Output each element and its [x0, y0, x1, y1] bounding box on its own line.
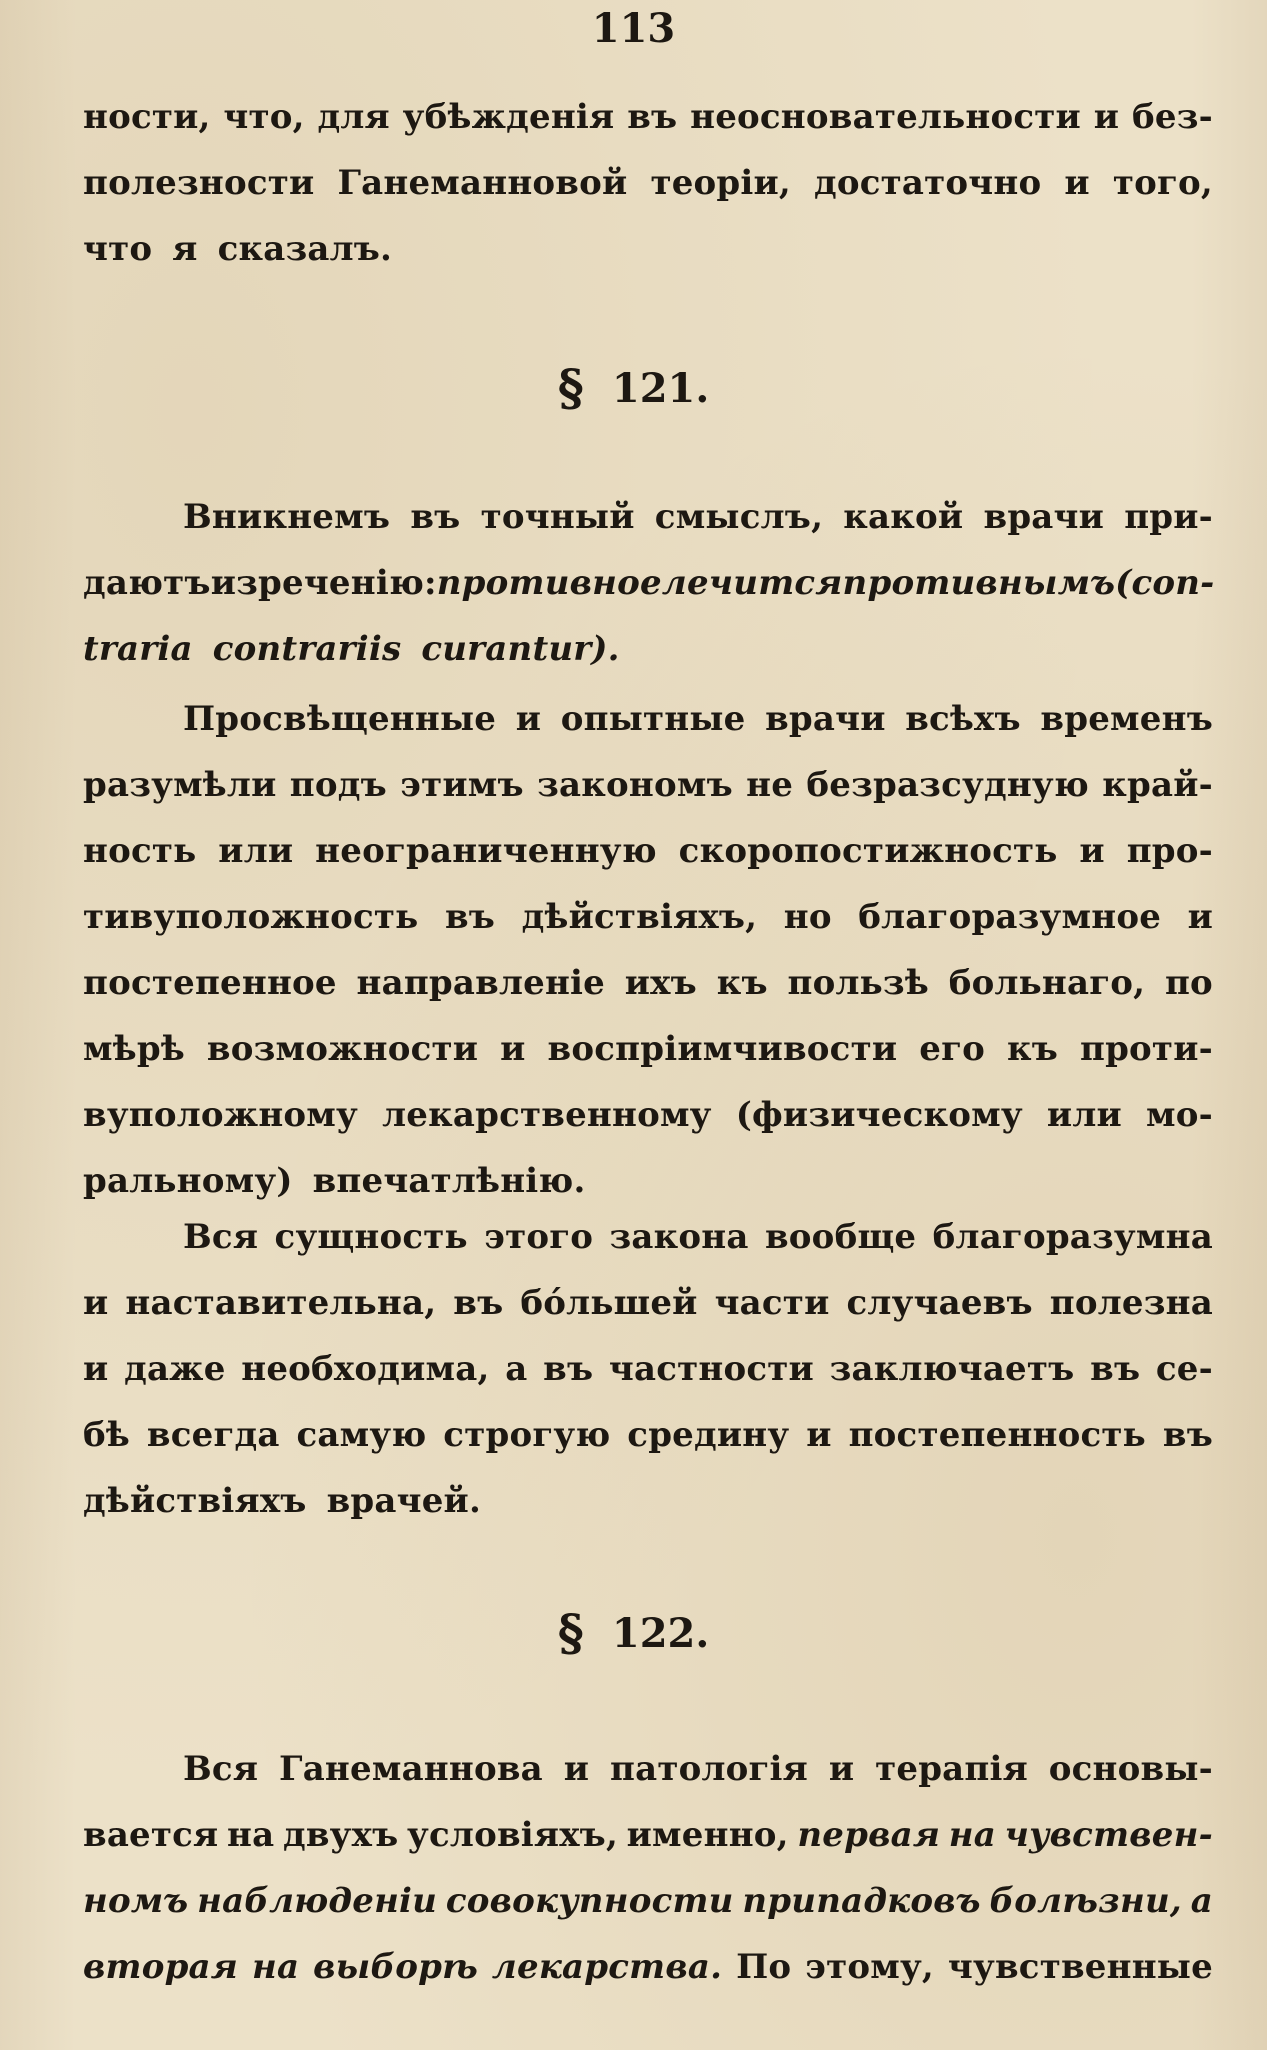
word: въ: [444, 897, 496, 937]
word: смыслъ,: [654, 497, 824, 537]
word: и: [1093, 97, 1120, 137]
section-number: 121.: [611, 365, 710, 412]
page-number: 113: [591, 5, 676, 52]
word: двухъ: [282, 1815, 399, 1855]
word: вторая: [83, 1947, 239, 1987]
word: припадковъ: [742, 1881, 981, 1921]
word: вообще: [764, 1217, 917, 1257]
word: про-: [1126, 831, 1213, 871]
word: скоропостижность: [678, 831, 1058, 871]
word: даютъ: [83, 563, 211, 603]
word: частности: [608, 1349, 814, 1389]
word: всегда: [146, 1415, 280, 1455]
paragraph: [83, 84, 1213, 282]
word: и: [1064, 163, 1090, 203]
word: сказалъ.: [217, 229, 393, 269]
word: даже: [124, 1349, 226, 1389]
word: врачи: [765, 699, 886, 739]
text-line: [83, 752, 1213, 818]
word: на: [948, 1815, 996, 1855]
text-line: [83, 484, 1213, 550]
text-line: [83, 150, 1213, 216]
word: постепенное: [83, 963, 337, 1003]
section-sign: §: [557, 1603, 584, 1662]
word: и: [806, 1415, 832, 1455]
word: именно,: [626, 1815, 789, 1855]
paragraph: [83, 686, 1213, 1214]
word: но: [783, 897, 832, 937]
word: Вся: [183, 1749, 259, 1789]
word: болѣзни,: [989, 1881, 1182, 1921]
word: того,: [1112, 163, 1213, 203]
word: совокупности: [445, 1881, 734, 1921]
word: точный: [480, 497, 635, 537]
text-line: [83, 1934, 1213, 2000]
word: этимъ: [400, 765, 524, 805]
word: се-: [1155, 1349, 1213, 1389]
paragraph: [83, 1204, 1213, 1534]
word: самую: [296, 1415, 427, 1455]
text-line: [83, 1204, 1213, 1270]
section-number: 122.: [611, 1610, 710, 1657]
word: вуположному: [83, 1095, 358, 1135]
word: выборѣ: [313, 1947, 478, 1987]
word: По: [736, 1947, 792, 1987]
word: къ: [1006, 1029, 1059, 1069]
paragraph: [83, 1736, 1213, 2000]
word: достаточно: [814, 163, 1042, 203]
word: полезности: [83, 163, 315, 203]
word: сущность: [274, 1217, 468, 1257]
word: наблюденіи: [197, 1881, 438, 1921]
text-line: [83, 1336, 1213, 1402]
word: и: [1079, 831, 1105, 871]
word: въ: [543, 1349, 594, 1389]
word: contrariis: [212, 629, 402, 669]
word: наставительна,: [125, 1283, 437, 1323]
word: подъ: [289, 765, 387, 805]
word: а: [1190, 1881, 1213, 1921]
word: направленіе: [356, 963, 605, 1003]
word: на: [251, 1947, 300, 1987]
word: Вся: [183, 1217, 259, 1257]
word: теоріи,: [650, 163, 791, 203]
word: и: [828, 1749, 855, 1789]
word: ности,: [83, 97, 211, 137]
word: неограниченную: [315, 831, 657, 871]
word: противное: [436, 563, 662, 603]
word: мо-: [1146, 1095, 1213, 1135]
word: (con-: [1115, 563, 1215, 603]
word: номъ: [83, 1881, 189, 1921]
word: больнаго,: [948, 963, 1146, 1003]
word: по: [1164, 963, 1213, 1003]
word: проти-: [1079, 1029, 1213, 1069]
word: ность: [83, 831, 197, 871]
text-line: [83, 1802, 1213, 1868]
word: части: [714, 1283, 830, 1323]
word: первая: [797, 1815, 941, 1855]
text-line: [83, 616, 1213, 682]
text-line: [83, 1736, 1213, 1802]
word: убѣжденія: [402, 97, 615, 137]
word: бѣ: [83, 1415, 130, 1455]
word: что,: [223, 97, 305, 137]
section-heading: [0, 358, 1267, 419]
text-line: [83, 1868, 1213, 1934]
word: въ: [410, 497, 461, 537]
word: разумѣли: [83, 765, 277, 805]
word: для: [317, 97, 390, 137]
word: и: [563, 1749, 590, 1789]
word: воспріимчивости: [547, 1029, 898, 1069]
word: и: [83, 1283, 109, 1323]
word: изреченію:: [210, 563, 437, 603]
text-line: [83, 84, 1213, 150]
word: Ганеманнова: [279, 1749, 543, 1789]
word: патологія: [610, 1749, 808, 1789]
word: и: [83, 1349, 109, 1389]
word: или: [1046, 1095, 1122, 1135]
text-line: [83, 1082, 1213, 1148]
word: мѣрѣ: [83, 1029, 185, 1069]
word: условіяхъ,: [407, 1815, 618, 1855]
word: при-: [1124, 497, 1213, 537]
word: пользѣ: [787, 963, 929, 1003]
text-line: [83, 950, 1213, 1016]
word: неосновательности: [690, 97, 1081, 137]
word: впечатлѣнію.: [312, 1161, 586, 1201]
word: въ: [1090, 1349, 1141, 1389]
word: или: [218, 831, 294, 871]
word: врачи: [983, 497, 1105, 537]
word: опытные: [560, 699, 746, 739]
word: въ: [627, 97, 678, 137]
word: ральному): [83, 1161, 293, 1201]
word: ихъ: [624, 963, 697, 1003]
word: врачей.: [326, 1481, 481, 1521]
text-line: [83, 1270, 1213, 1336]
text-line: [83, 1402, 1213, 1468]
word: на: [227, 1815, 275, 1855]
word: въ: [453, 1283, 504, 1323]
word: traria: [83, 629, 193, 669]
word: дѣйствіяхъ: [83, 1481, 307, 1521]
word: и: [515, 699, 542, 739]
word: вается: [83, 1815, 219, 1855]
text-line: [83, 1016, 1213, 1082]
word: без-: [1131, 97, 1213, 137]
paragraph: [83, 484, 1213, 682]
word: Вникнемъ: [183, 497, 391, 537]
word: а: [505, 1349, 528, 1389]
word: что: [83, 229, 153, 269]
word: лекарственному: [382, 1095, 712, 1135]
word: случаевъ: [846, 1283, 1033, 1323]
word: Просвѣщенные: [183, 699, 497, 739]
word: всѣхъ: [905, 699, 1021, 739]
text-line: [83, 550, 1213, 616]
text-line: [83, 216, 1213, 282]
word: Ганеманновой: [337, 163, 628, 203]
word: необходима,: [241, 1349, 490, 1389]
word: терапія: [875, 1749, 1028, 1789]
word: основы-: [1048, 1749, 1213, 1789]
word: благоразумное: [858, 897, 1162, 937]
text-line: [83, 686, 1213, 752]
word: и: [500, 1029, 526, 1069]
word: этого: [484, 1217, 594, 1257]
word: лекарства.: [491, 1947, 723, 1987]
word: заключаетъ: [829, 1349, 1075, 1389]
word: не: [746, 765, 794, 805]
word: его: [919, 1029, 985, 1069]
word: безразсудную: [806, 765, 1089, 805]
word: лечится: [661, 563, 843, 603]
word: къ: [716, 963, 768, 1003]
word: благоразумна: [932, 1217, 1213, 1257]
word: возможности: [206, 1029, 479, 1069]
word: этому,: [805, 1947, 934, 1987]
word: строгую: [443, 1415, 611, 1455]
word: закона: [609, 1217, 749, 1257]
text-line: [83, 818, 1213, 884]
word: средину: [627, 1415, 790, 1455]
word: противнымъ: [842, 563, 1116, 603]
word: закономъ: [537, 765, 733, 805]
word: и: [1187, 897, 1213, 937]
word: въ: [1162, 1415, 1213, 1455]
word: чувствен-: [1004, 1815, 1213, 1855]
word: чувственные: [947, 1947, 1213, 1987]
word: curantur).: [421, 629, 620, 669]
section-sign: §: [557, 358, 584, 417]
word: бóльшей: [520, 1283, 698, 1323]
word: какой: [843, 497, 964, 537]
word: дѣйствіяхъ,: [521, 897, 758, 937]
word: (физическому: [735, 1095, 1023, 1135]
text-line: [83, 884, 1213, 950]
word: тивуположность: [83, 897, 419, 937]
word: постепенность: [848, 1415, 1146, 1455]
section-heading: [0, 1603, 1267, 1664]
word: временъ: [1040, 699, 1213, 739]
text-line: [83, 1468, 1213, 1534]
word: край-: [1102, 765, 1213, 805]
word: я: [172, 229, 198, 269]
word: полезна: [1049, 1283, 1213, 1323]
